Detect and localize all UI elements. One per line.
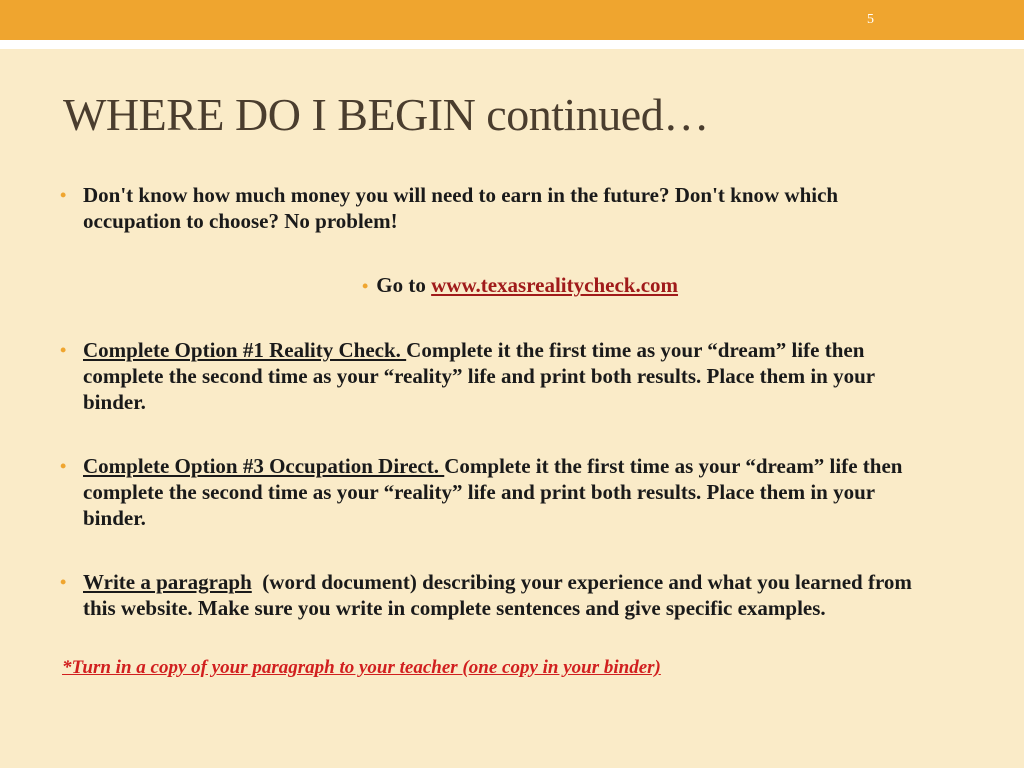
bullet-item-1 (60, 182, 940, 234)
bullet-text: (word document) describing your experience and what you learned from this website. Make sure you write in complete sentences and give specific examples. (83, 570, 918, 620)
bullet-lead: Complete Option #1 Reality Check. (83, 338, 407, 362)
bullet-text: Don't know how much money you will need to earn in the future? Don't know which occupation to choose? No problem! (83, 183, 839, 233)
bullet-text: Complete it the first time as your “dream” life then complete the second time as your “reality” life and print both results. Place them in your binder. (83, 454, 903, 530)
bullet-dot-icon: • (60, 572, 67, 592)
bullet-item-3 (60, 453, 940, 531)
bullet-dot-icon: • (60, 340, 67, 360)
website-link[interactable]: www.texasrealitycheck.com (431, 273, 679, 297)
header-bar (0, 0, 1024, 40)
bullet-lead: Complete Option #3 Occupation Direct. (83, 454, 445, 478)
bullet-dot-icon: • (60, 185, 67, 205)
bullet-item-4 (60, 569, 940, 621)
goto-prefix: Go to (376, 273, 432, 297)
slide-title: WHERE DO I BEGIN continued… (63, 89, 709, 140)
bullet-lead: Write a paragraph (83, 570, 252, 594)
header-stripe (0, 40, 1024, 49)
bullet-dot-icon: • (361, 276, 369, 296)
bullet-dot-icon: • (60, 456, 67, 476)
goto-line (60, 272, 940, 299)
slide-number: 5 (867, 12, 874, 27)
slide-body (60, 182, 940, 700)
bullet-item-2 (60, 337, 940, 415)
bullet-text: Complete it the first time as your “dream” life then complete the second time as your “reality” life and print both results. Place them in your binder. (83, 338, 875, 414)
turn-in-note: *Turn in a copy of your paragraph to your teacher (one copy in your binder) (62, 657, 661, 678)
